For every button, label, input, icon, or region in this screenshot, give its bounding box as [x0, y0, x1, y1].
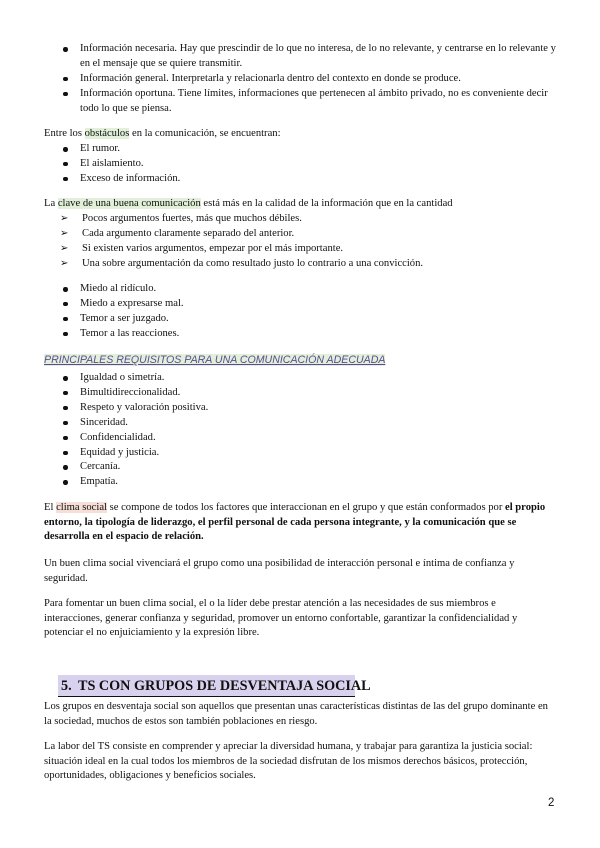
text-run: La [44, 198, 58, 209]
list-item [44, 460, 556, 475]
list-item [44, 312, 556, 327]
list-item [44, 87, 556, 117]
list-item-text: Bimultidireccionalidad. [80, 386, 181, 398]
list-item [44, 475, 556, 490]
fears-list [44, 282, 556, 342]
list-item-text: Miedo al ridículo. [80, 283, 157, 294]
list-item [44, 401, 556, 416]
list-item-text: Equidad y justicia. [80, 446, 160, 458]
list-item-text: Temor a las reacciones. [80, 327, 180, 339]
list-item-text: Si existen varios argumentos, empezar por el más importante. [82, 242, 344, 254]
obstacles-intro [44, 127, 556, 142]
list-item [44, 371, 556, 386]
clave-intro [44, 197, 556, 212]
list-item [44, 446, 556, 461]
list-item [44, 42, 556, 72]
highlight-obstacles: obstáculos [84, 128, 130, 139]
clave-arrow-list [44, 212, 556, 272]
text-run: en la comunicación, se encuentran: [129, 128, 281, 139]
list-item [44, 431, 556, 446]
list-item-text: Una sobre argumentación da como resultado justo lo contrario a una convicción. [82, 257, 424, 269]
list-item-text: Información general. Interpretarla y relacionarla dentro del contexto en donde se produce. [80, 72, 461, 84]
list-item-text: El rumor. [80, 143, 121, 154]
text-run: Entre los [44, 128, 85, 139]
list-item [44, 242, 556, 257]
list-item-text: Cada argumento claramente separado del anterior. [82, 227, 295, 239]
requisitos-heading: PRINCIPALES REQUISITOS PARA UNA COMUNICACIÓN ADECUADA [44, 354, 386, 366]
arrow-bullet-icon: ➢ [60, 213, 69, 224]
list-item [44, 142, 556, 157]
list-item [44, 327, 556, 342]
requisitos-list [44, 371, 556, 490]
text-run: El [44, 502, 57, 513]
list-item-text: Cercanía. [80, 461, 121, 473]
arrow-bullet-icon: ➢ [60, 227, 69, 239]
list-item-text: Pocos argumentos fuertes, más que muchos débiles. [82, 213, 302, 224]
arrow-bullet-icon: ➢ [60, 242, 69, 254]
highlight-clave: clave de una buena comunicación [57, 198, 201, 209]
text-run: está más en la calidad de la información que en la cantidad [200, 198, 453, 209]
list-item-text: Exceso de información. [80, 172, 181, 184]
list-item [44, 157, 556, 172]
text-run: se compone de todos los factores que interaccionan en el grupo y que están conformados por [106, 502, 505, 513]
page-number: 2 [548, 797, 555, 809]
clima-paragraph-1 [44, 501, 556, 545]
list-item [44, 212, 556, 227]
list-item-text: Información oportuna. Tiene límites, informaciones que pertenecen al ámbito privado, no es conveniente decir todo lo que se piensa. [80, 87, 548, 114]
obstacles-list [44, 142, 556, 187]
list-item [44, 257, 556, 272]
list-item [44, 386, 556, 401]
arrow-bullet-icon: ➢ [60, 257, 69, 269]
bold-text: el propio entorno, la tipología de liderazgo, el perfil personal de cada persona integrante, y la comunicación que se desarrolla en el espacio de relación. [44, 502, 546, 542]
section-paragraph-1: Los grupos en desventaja social son aquellos que presentan unas características distintas de las del grupo dominante en la sociedad, muchos de estos son también poblaciones en riesgo. [44, 701, 548, 727]
highlight-clima-social: clima social [56, 502, 107, 513]
list-item [44, 282, 556, 297]
list-item-text: Respeto y valoración positiva. [80, 401, 209, 413]
list-item [44, 227, 556, 242]
list-item-text: Confidencialidad. [80, 431, 156, 443]
clima-paragraph-2: Un buen clima social vivenciará el grupo como una posibilidad de interacción personal e íntima de confianza y seguridad. [44, 558, 515, 584]
list-item-text: Temor a ser juzgado. [80, 312, 169, 324]
section-number: 5. [61, 678, 72, 694]
section-paragraph-2: La labor del TS consiste en comprender y apreciar la diversidad humana, y trabajar para garantiza la justicia social: situación ideal en la cual todos los miembros de la sociedad disfrutan de los mismos derechos básicos, protección, oportunidades, obligaciones y beneficios sociales. [44, 741, 533, 781]
section-heading [58, 675, 371, 697]
information-types-list [44, 42, 556, 117]
list-item-text: Información necesaria. Hay que prescindir de lo que no interesa, de lo no relevante, y centrarse en lo relevante y en el mensaje que se quiere transmitir. [80, 43, 556, 69]
list-item-text: Miedo a expresarse mal. [80, 297, 184, 309]
list-item [44, 172, 556, 187]
list-item-text: Sinceridad. [80, 416, 128, 428]
list-item [44, 72, 556, 87]
list-item-text: Igualdad o simetría. [80, 372, 165, 383]
section-title: TS CON GRUPOS DE DESVENTAJA SOCIAL [78, 678, 371, 694]
clima-paragraph-3: Para fomentar un buen clima social, el o la líder debe prestar atención a las necesidades de sus miembros e interacciones, generar confianza y seguridad, promover un entorno confortable, garantizar la confidencialidad y potenciar el no enjuiciamiento y la expresión libre. [44, 598, 518, 638]
list-item-text: Empatía. [80, 476, 118, 488]
list-item [44, 297, 556, 312]
requisitos-heading-line [44, 353, 556, 369]
list-item-text: El aislamiento. [80, 157, 144, 169]
list-item [44, 416, 556, 431]
